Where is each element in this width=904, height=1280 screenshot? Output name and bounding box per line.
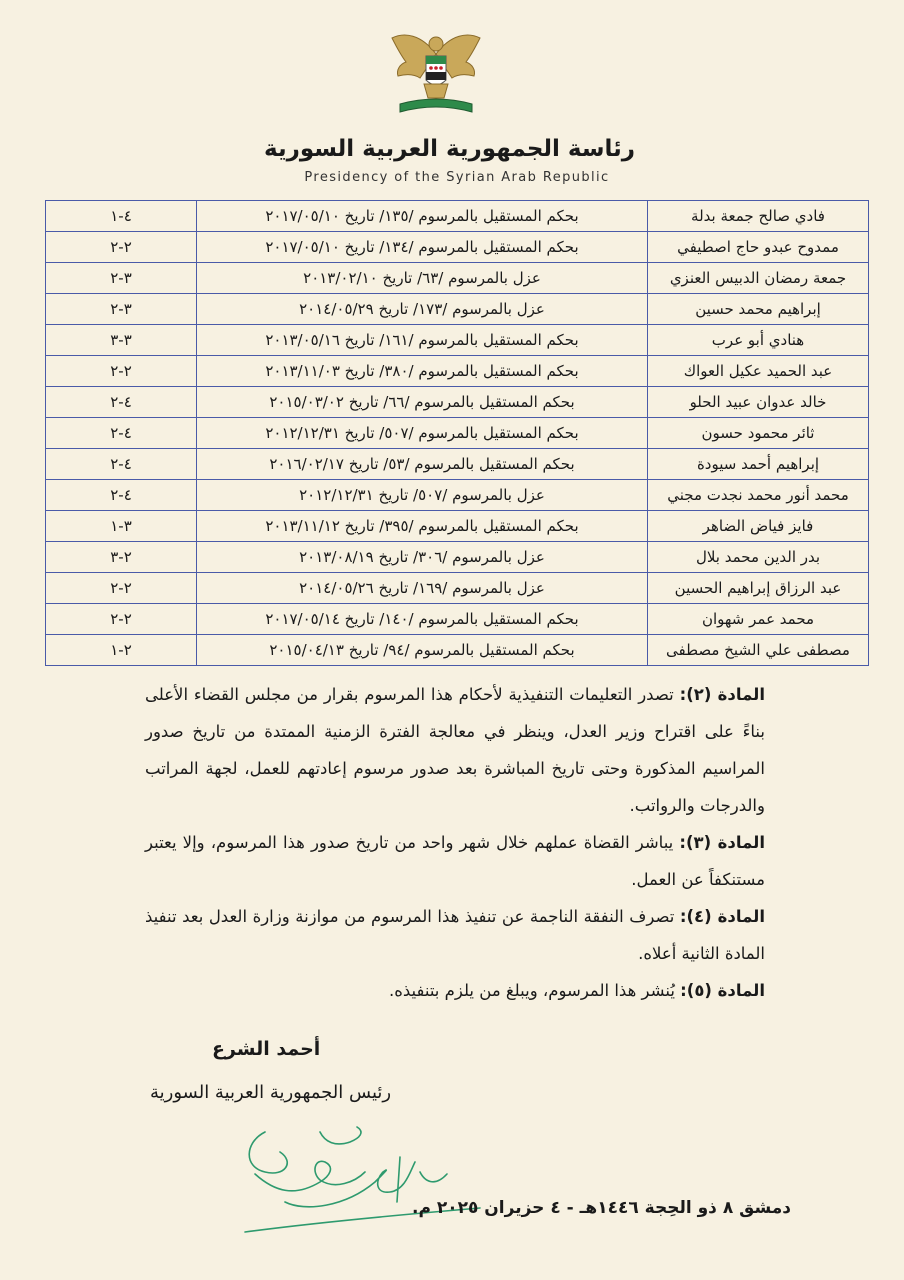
signer-name: أحمد الشرع (212, 1038, 321, 1060)
page-title: رئاسة الجمهورية العربية السورية (264, 136, 635, 162)
decree-cell: بحكم المستقيل بالمرسوم /١٣٤/ تاريخ ٢٠١٧/٠٥/١٠ (197, 232, 648, 263)
code-cell: ٢-٢ (46, 356, 197, 387)
code-cell: ٣-٢ (46, 263, 197, 294)
name-cell: بدر الدين محمد بلال (648, 542, 869, 573)
decree-cell: بحكم المستقيل بالمرسوم /٩٤/ تاريخ ٢٠١٥/٠٤/١٣ (197, 635, 648, 666)
decree-cell: عزل بالمرسوم /٣٠٦/ تاريخ ٢٠١٣/٠٨/١٩ (197, 542, 648, 573)
decree-cell: عزل بالمرسوم /٦٣/ تاريخ ٢٠١٣/٠٢/١٠ (197, 263, 648, 294)
code-cell: ٤-٢ (46, 449, 197, 480)
name-cell: إبراهيم أحمد سيودة (648, 449, 869, 480)
page-subtitle: Presidency of the Syrian Arab Republic (304, 170, 610, 185)
decree-cell: عزل بالمرسوم /٥٠٧/ تاريخ ٢٠١٢/١٢/٣١ (197, 480, 648, 511)
table-row (46, 511, 869, 542)
handwritten-signature-icon (225, 1112, 485, 1242)
decree-cell: عزل بالمرسوم /١٧٣/ تاريخ ٢٠١٤/٠٥/٢٩ (197, 294, 648, 325)
table-row (46, 232, 869, 263)
table-row (46, 294, 869, 325)
article-2: المادة (٢): تصدر التعليمات التنفيذية لأحكام هذا المرسوم بقرار من مجلس القضاء الأعلى بناءً على اقتراح وزير العدل، وينظر في معالجة الفترة الزمنية الممتدة من تاريخ صدور المراسيم المذكورة وحتى تاريخ المباشرة بعد صدور مرسوم إعادتهم للعمل، لجهة المراتب والدرجات والرواتب. (145, 685, 766, 815)
decree-cell: بحكم المستقيل بالمرسوم /٣٩٥/ تاريخ ٢٠١٣/١١/١٢ (197, 511, 648, 542)
name-cell: ممدوح عبدو حاج اصطيفي (648, 232, 869, 263)
name-cell: ثائر محمود حسون (648, 418, 869, 449)
decree-cell: عزل بالمرسوم /١٦٩/ تاريخ ٢٠١٤/٠٥/٢٦ (197, 573, 648, 604)
code-cell: ٢-٢ (46, 604, 197, 635)
table-row (46, 480, 869, 511)
eagle-emblem-icon (386, 24, 486, 120)
name-cell: جمعة رمضان الدبيس العنزي (648, 263, 869, 294)
name-cell: محمد عمر شهوان (648, 604, 869, 635)
table-row (46, 263, 869, 294)
decree-cell: بحكم المستقيل بالمرسوم /١٤٠/ تاريخ ٢٠١٧/٠٥/١٤ (197, 604, 648, 635)
table-row (46, 542, 869, 573)
code-cell: ٢-٢ (46, 573, 197, 604)
code-cell: ٣-١ (46, 511, 197, 542)
table-row (46, 573, 869, 604)
decree-cell: بحكم المستقيل بالمرسوم /٥٣/ تاريخ ٢٠١٦/٠٢/١٧ (197, 449, 648, 480)
table-row (46, 356, 869, 387)
name-cell: هنادي أبو عرب (648, 325, 869, 356)
article-3: المادة (٣): يباشر القضاة عملهم خلال شهر واحد من تاريخ صدور هذا المرسوم، وإلا يعتبر مستنكفاً عن العمل. (145, 833, 765, 889)
decree-cell: بحكم المستقيل بالمرسوم /٥٠٧/ تاريخ ٢٠١٢/١٢/٣١ (197, 418, 648, 449)
decree-cell: بحكم المستقيل بالمرسوم /١٦١/ تاريخ ٢٠١٣/٠٥/١٦ (197, 325, 648, 356)
code-cell: ٢-٣ (46, 542, 197, 573)
signer-title: رئيس الجمهورية العربية السورية (150, 1082, 392, 1103)
name-cell: عبد الرزاق إبراهيم الحسين (648, 573, 869, 604)
table-row (46, 325, 869, 356)
judges-table (45, 200, 869, 666)
issue-date: دمشق ٨ ذو الحِجة ١٤٤٦هـ - ٤ حزيران ٢٠٢٥ م. (412, 1198, 791, 1218)
code-cell: ٤-٢ (46, 480, 197, 511)
table-row (46, 201, 869, 232)
name-cell: إبراهيم محمد حسين (648, 294, 869, 325)
code-cell: ٢-١ (46, 635, 197, 666)
table-row (46, 635, 869, 666)
name-cell: محمد أنور محمد نجدت مجني (648, 480, 869, 511)
decree-cell: بحكم المستقيل بالمرسوم /٦٦/ تاريخ ٢٠١٥/٠٣/٠٢ (197, 387, 648, 418)
table-row (46, 604, 869, 635)
name-cell: فادي صالح جمعة بدلة (648, 201, 869, 232)
name-cell: عبد الحميد عكيل العواك (648, 356, 869, 387)
table-row (46, 449, 869, 480)
name-cell: مصطفى علي الشيخ مصطفى (648, 635, 869, 666)
code-cell: ٤-٢ (46, 418, 197, 449)
name-cell: فايز فياض الضاهر (648, 511, 869, 542)
article-5: المادة (٥): يُنشر هذا المرسوم، ويبلغ من يلزم بتنفيذه. (388, 981, 765, 1000)
decree-cell: بحكم المستقيل بالمرسوم /٣٨٠/ تاريخ ٢٠١٣/١١/٠٣ (197, 356, 648, 387)
code-cell: ٣-٣ (46, 325, 197, 356)
decree-cell: بحكم المستقيل بالمرسوم /١٣٥/ تاريخ ٢٠١٧/٠٥/١٠ (197, 201, 648, 232)
code-cell: ٣-٢ (46, 294, 197, 325)
table-row (46, 387, 869, 418)
code-cell: ٢-٢ (46, 232, 197, 263)
table-row (46, 418, 869, 449)
name-cell: خالد عدوان عبيد الحلو (648, 387, 869, 418)
articles-section (145, 676, 765, 1009)
code-cell: ٤-١ (46, 201, 197, 232)
code-cell: ٤-٢ (46, 387, 197, 418)
article-4: المادة (٤): تصرف النفقة الناجمة عن تنفيذ هذا المرسوم من موازنة وزارة العدل بعد تنفيذ المادة الثانية أعلاه. (145, 907, 765, 963)
